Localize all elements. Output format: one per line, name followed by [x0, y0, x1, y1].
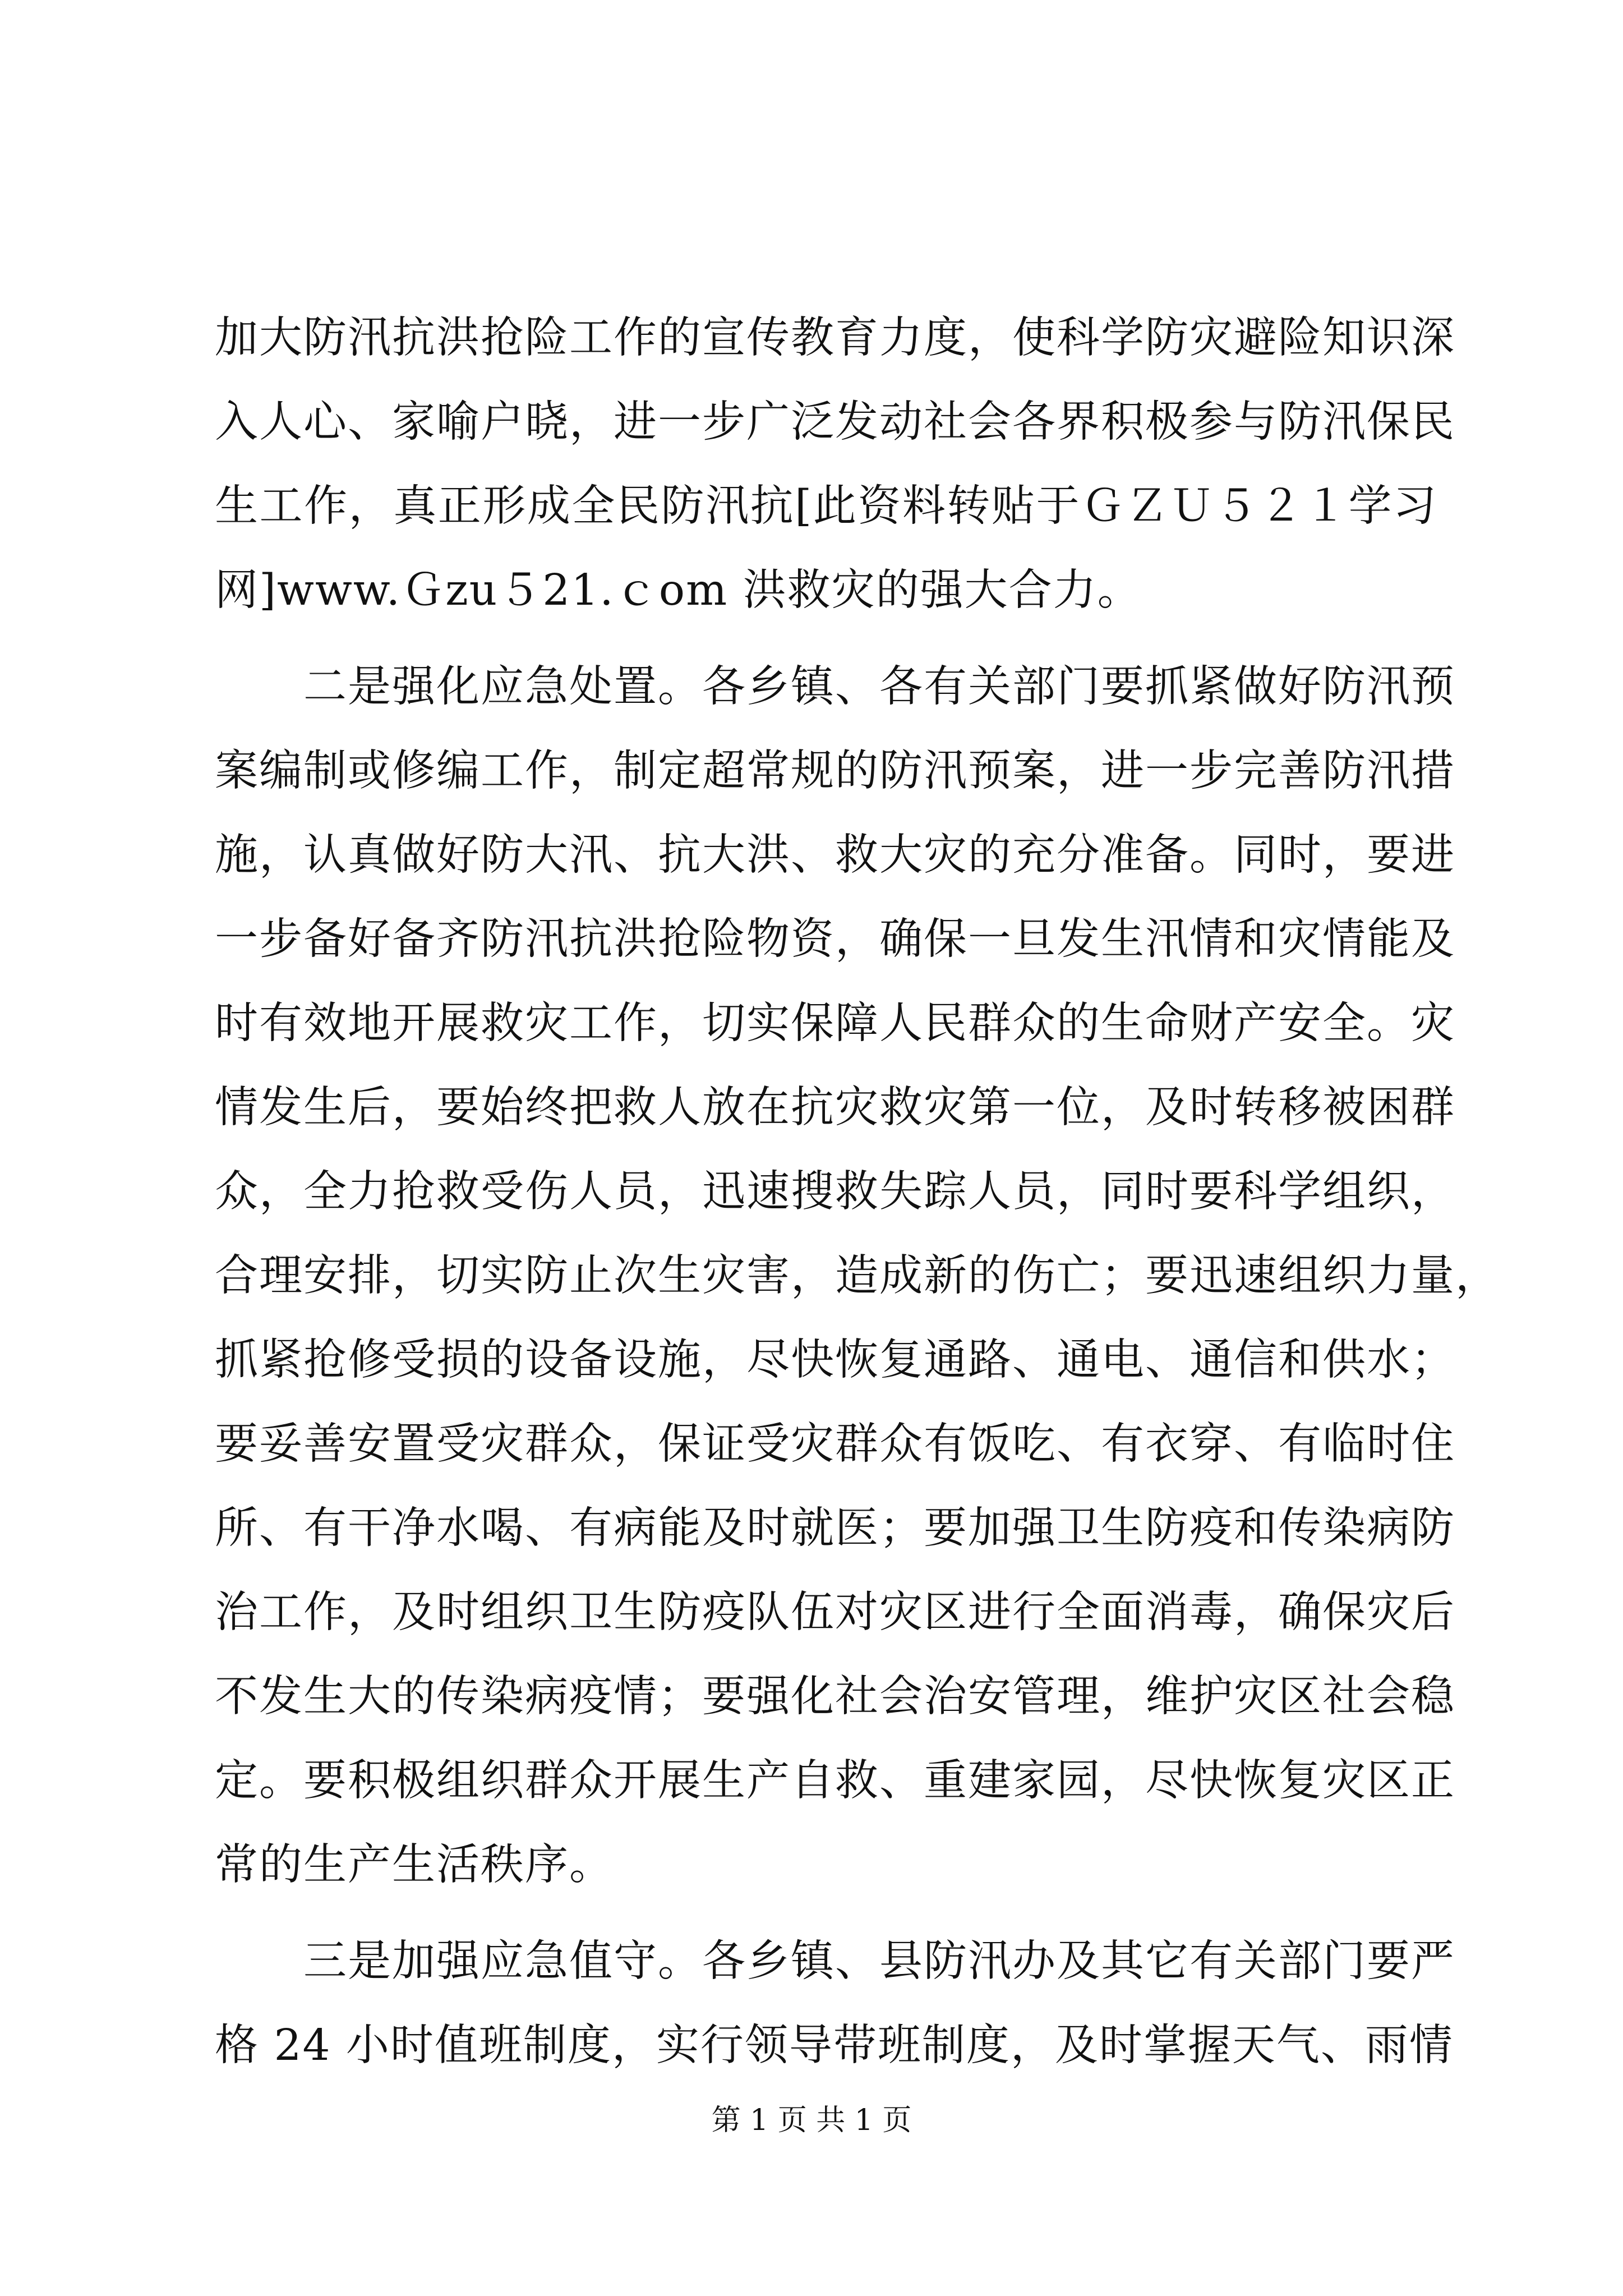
text-line: 众，全力抢救受伤人员，迅速搜救失踪人员，同时要科学组织， — [215, 1167, 1455, 1217]
text-line: 加大防汛抗洪抢险工作的宣传教育力度，使科学防灾避险知识深 — [215, 313, 1455, 363]
text-line: 情发生后，要始终把救人放在抗灾救灾第一位，及时转移被困群 — [215, 1083, 1455, 1133]
text-line: 治工作，及时组织卫生防疫队伍对灾区进行全面消毒，确保灾后 — [215, 1588, 1455, 1637]
text-line: 案编制或修编工作，制定超常规的防汛预案，进一步完善防汛措 — [215, 746, 1455, 796]
paragraph-3 — [215, 1920, 1455, 2088]
text-line: 所、有干净水喝、有病能及时就医；要加强卫生防疫和传染病防 — [215, 1503, 1455, 1553]
paragraph-1 — [215, 296, 1455, 633]
page-footer: 第 1 页 共 1 页 — [711, 2104, 912, 2137]
text-line: 格 24 小时值班制度，实行领导带班制度，及时掌握天气、雨情 — [215, 2021, 1454, 2070]
text-line: 常的生产生活秩序。 — [215, 1840, 614, 1890]
text-line: 抓紧抢修受损的设备设施，尽快恢复通路、通电、通信和供水； — [215, 1335, 1455, 1385]
text-line: 要妥善安置受灾群众，保证受灾群众有饭吃、有衣穿、有临时住 — [215, 1419, 1455, 1469]
text-line: 二是强化应急处置。各乡镇、各有关部门要抓紧做好防汛预 — [303, 662, 1455, 712]
document-body — [215, 296, 1500, 2100]
text-line: 合理安排，切实防止次生灾害，造成新的伤亡；要迅速组织力量， — [215, 1251, 1500, 1301]
text-line: 入人心、家喻户晓，进一步广泛发动社会各界积极参与防汛保民 — [215, 397, 1455, 447]
paragraph-2 — [215, 645, 1500, 1907]
text-line: 定。要积极组织群众开展生产自救、重建家园，尽快恢复灾区正 — [215, 1756, 1455, 1806]
text-line: 施，认真做好防大汛、抗大洪、救大灾的充分准备。同时，要进 — [215, 830, 1455, 880]
text-line: 时有效地开展救灾工作，切实保障人民群众的生命财产安全。灾 — [215, 999, 1455, 1048]
text-line: 不发生大的传染病疫情；要强化社会治安管理，维护灾区社会稳 — [215, 1672, 1455, 1722]
text-line: 一步备好备齐防汛抗洪抢险物资，确保一旦发生汛情和灾情能及 — [215, 914, 1455, 964]
text-line: 网]www.Ｇzu５21.ｃom 洪救灾的强大合力。 — [215, 565, 1142, 615]
text-line: 生工作，真正形成全民防汛抗[此资料转贴于ＧＺＵ５２１学习 — [215, 481, 1437, 531]
text-line: 三是加强应急值守。各乡镇、县防汛办及其它有关部门要严 — [303, 1936, 1455, 1986]
